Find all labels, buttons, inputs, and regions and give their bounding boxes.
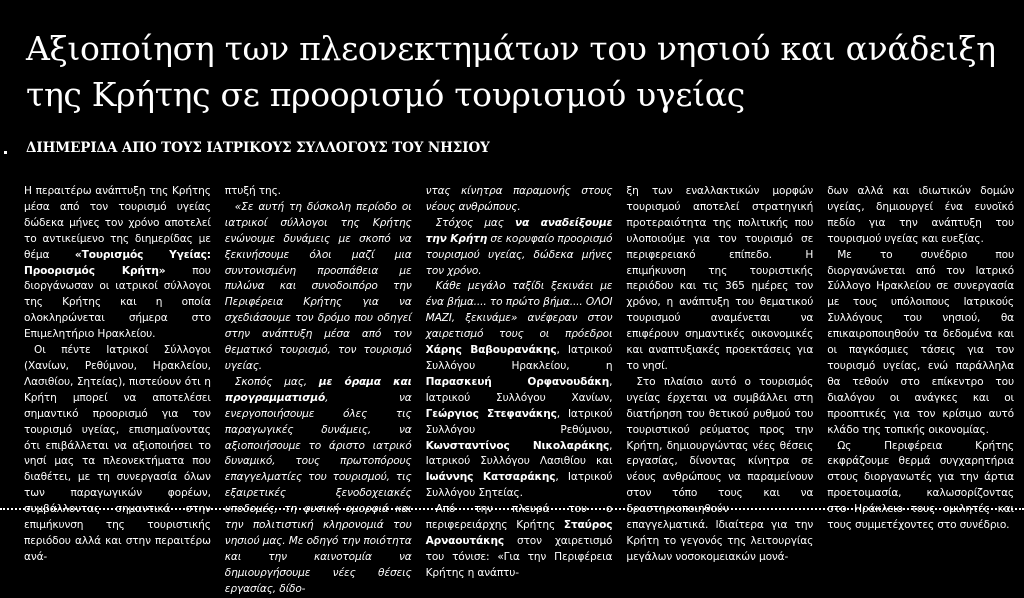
column-2 <box>224 184 412 595</box>
text: στον χαιρετισμό του τόνισε: «Για την Περιφέρεια Κρήτης η ανάπτυ- <box>425 534 613 579</box>
conference-title: «Τουρισμός Υγείας: Προορισμός Κρήτη» <box>24 248 211 277</box>
col5-paragraph-1: δων αλλά και ιδιωτικών δομών υγείας, δημιουργεί ένα ευνοϊκό πεδίο για την ανάπτυξη του τουρισμού υγείας και ευεξίας. <box>827 185 1014 245</box>
col3-paragraph-2 <box>426 216 613 280</box>
quote-text: Κάθε μεγάλο ταξίδι ξεκινάει με ένα βήμα.... το πρώτο βήμα.... ΟΛΟΙ ΜΑΖΙ, ξεκινάμε» ανέφεραν στον χαιρετισμό τους οι πρόεδροι <box>425 280 613 341</box>
col3-paragraph-1: ντας κίνητρα παραμονής στους νέους ανθρώπους. <box>425 185 613 213</box>
person-name: Σταύρος Αρναουτάκης <box>425 519 613 547</box>
text: Από την πλευρά του ο περιφερειάρχης Κρήτης <box>425 503 613 532</box>
article-headline: Αξιοποίηση των πλεονεκτημάτων του νησιού και ανάδειξη της Κρήτης σε προορισμό τουρισμού υγείας <box>26 29 996 114</box>
text: , Ιατρικού Συλλόγου Λασιθίου και <box>425 439 613 468</box>
col2-paragraph-2: «Σε αυτή τη δύσκολη περίοδο οι ιατρικοί σύλλογοι της Κρήτης ενώνουμε δυνάμεις με σκοπό να ξεκινήσουμε όλοι μαζί μια συντονισμένη προσπάθεια με πυλώνα και συνοδοιπόρο την Περιφέρεια Κρήτης για να σχεδιάσουμε τον δρόμο που οδηγεί στην ανάπτυξη μέσα από τον θεματικό τουρισμό, τον τουρισμό υγείας. <box>224 200 412 372</box>
text: , Ιατρικού Συλλόγου Ηρακλείου, η <box>425 344 613 372</box>
col5-paragraph-3: Ως Περιφέρεια Κρήτης εκφράζουμε θερμά συγχαρητήρια στους διοργανωτές για την άρτια προετοιμασία, καλωσορίζοντας στο Ηράκλειο τους ομιλητές και τους συμμετέχοντες στο συνέδριο. <box>827 439 1014 532</box>
text: , να ενεργοποιήσουμε όλες τις παραγωγικές δυνάμεις, να αξιοποιήσουμε το άριστο ιατρικό δυναμικό, τους πρωτοπόρους επαγγελματίες του τουρισμού, τις εξαιρετικές ξενοδοχειακές υποδομές, τη φυσική ομορφιά και την πολιτιστική κληρονομιά του νησιού μας. Με οδηγό την ποιότητα και την καινοτομία να δημιουργήσουμε νέες θέσεις εργασίας, δίδο- <box>224 391 412 595</box>
column-4 <box>626 184 814 563</box>
emphasis: να αναδείξουμε την Κρήτη <box>425 216 613 245</box>
text: , Ιατρικού Συλλόγου Σητείας. <box>425 471 613 500</box>
column-1 <box>24 184 211 563</box>
text: που διοργάνωσαν οι ιατρικοί σύλλογοι της Κρήτης και η οποία ολοκληρώνεται σήμερα στο Επιμελητήριο Ηρακλείου. <box>24 264 211 341</box>
text: σε κορυφαίο προορισμό τουρισμού υγείας, δώδεκα μήνες τον χρόνο. <box>425 232 613 277</box>
bottom-dotted-rule <box>0 508 1024 510</box>
col4-paragraph-1: ξη των εναλλακτικών μορφών τουρισμού αποτελεί στρατηγική προτεραιότητα της πολιτικής που υλοποιούμε για τον τουρισμό σε περιφερειακό επίπεδο. Η επιμήκυνση της τουριστικής περιόδου και τις 365 ημέρες τον χρόνο, η ανάπτυξη του θεματικού τουρισμού αναμένεται να επιφέρουν σημαντικές οικονομικές και αναπτυξιακές προεκτάσεις για το νησί. <box>626 185 814 372</box>
text: , Ιατρικού Συλλόγου Ρεθύμνου, <box>425 407 613 436</box>
article-body <box>24 184 1014 595</box>
text: Η περαιτέρω ανάπτυξη της Κρήτης μέσα από τον τουρισμό υγείας δώδεκα μήνες τον χρόνο αποτελεί το αντικείμενο της διημερίδας με θέμα <box>24 185 211 261</box>
page-dot <box>4 151 7 154</box>
col3-paragraph-4 <box>426 502 613 582</box>
text: , Ιατρικού Συλλόγου Χανίων, <box>425 375 613 404</box>
column-5 <box>827 184 1014 532</box>
col3-paragraph-3 <box>426 279 613 502</box>
person-name: Κωνσταντίνος Νικολαράκης <box>425 439 610 452</box>
col2-paragraph-1: πτυξή της. <box>224 185 281 197</box>
person-name: Χάρης Βαβουρανάκης <box>425 344 557 357</box>
col1-paragraph-1 <box>24 184 211 343</box>
column-3 <box>425 184 613 579</box>
text: Σκοπός μας, <box>234 375 319 388</box>
text: Στόχος μας <box>435 216 515 229</box>
col4-paragraph-2: Στο πλαίσιο αυτό ο τουρισμός υγείας έρχεται να συμβάλλει στη διατήρηση του θετικού ρυθμού του τουριστικού ρεύματος προς την Κρήτη, δημιουργώντας νέες θέσεις εργασίας, δίνοντας κίνητρα σε νέους ανθρώπους να παραμείνουν στον τόπο τους και να δραστηριοποιηθούν επαγγελματικά. Ιδιαίτερα για την Κρήτη το γεγονός της λειτουργίας μεγάλων νοσοκομειακών μονά- <box>626 375 814 563</box>
col2-paragraph-3 <box>225 375 412 598</box>
article-subheadline: ΔΙΗΜΕΡΙΔΑ ΑΠΟ ΤΟΥΣ ΙΑΤΡΙΚΟΥΣ ΣΥΛΛΟΓΟΥΣ ΤΟΥ ΝΗΣΙΟΥ <box>26 140 490 156</box>
person-name: Γεώργιος Στεφανάκης <box>425 407 557 420</box>
person-name: Παρασκευή Ορφανουδάκη <box>425 375 610 388</box>
person-name: Ιωάννης Κατσαράκης <box>425 471 556 484</box>
col5-paragraph-2: Με το συνέδριο που διοργανώνεται από τον Ιατρικό Σύλλογο Ηρακλείου σε συνεργασία με τους υπόλοιπους Ιατρικούς Συλλόγους του νησιού, θα επικαιροποιηθούν τα δεδομένα και οι παγκόσμιες τάσεις για τον τουρισμό υγείας, ενώ παράλληλα θα τεθούν στο επίκεντρο του διαλόγου οι ανάγκες και οι προοπτικές για τον κρίσιμο αυτό κλάδο της τοπικής οικονομίας. <box>827 248 1014 436</box>
col1-paragraph-2: Οι πέντε Ιατρικοί Σύλλογοι (Χανίων, Ρεθύμνου, Ηρακλείου, Λασιθίου, Σητείας), πιστεύουν ότι η Κρήτη μπορεί να αποτελέσει σημαντικό προορισμό για τον τουρισμό υγείας, επισημαίνοντας ότι επιβάλλεται να αξιοποιήσει το νησί μας τα πλεονεκτήματα που διαθέτει, με τη συνεργασία όλων των παραγωγικών φορέων, συμβάλλοντας σημαντικά στην επιμήκυνση της τουριστικής περιόδου αλλά και στην περαιτέρω ανά- <box>24 344 211 563</box>
emphasis: με όραμα και προγραμματισμό <box>224 375 412 404</box>
